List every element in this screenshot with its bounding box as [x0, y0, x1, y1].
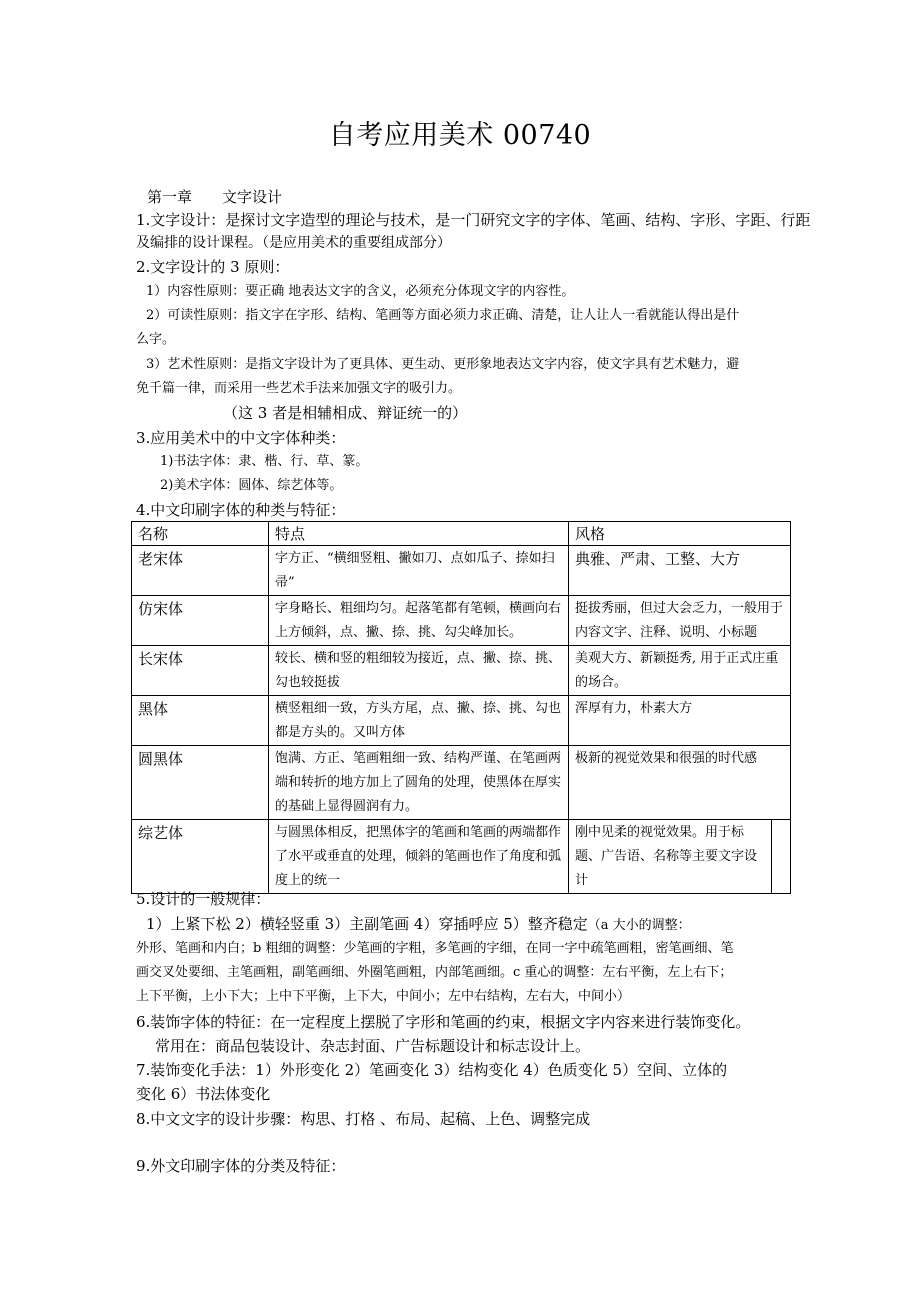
principle-3-line-2: 免千篇一律，而采用一些艺术手法来加强文字的吸引力。	[136, 381, 462, 396]
paragraph-6-line-1: 6.装饰字体的特征：在一定程度上摆脱了字形和笔画的约束，根据文字内容来进行装饰变化。	[136, 1013, 751, 1031]
table-header-row	[132, 522, 791, 546]
header-name: 名称	[132, 522, 269, 546]
cell-name: 综艺体	[132, 820, 269, 894]
cell-feature: 字身略长、粗细均匀。起落笔都有笔顿，横画向右上方倾斜，点、撇、捺、挑、勾尖峰加长。	[269, 596, 569, 646]
table-row	[132, 646, 791, 696]
cell-feature: 饱满、方正、笔画粗细一致、结构严谨、在笔画两端和转折的地方加上了圆角的处理，使黑体在厚实的基础上显得圆润有力。	[269, 746, 569, 820]
cell-feature: 较长、横和竖的粗细较为接近，点、撇、捺、挑、勾也较挺拔	[269, 646, 569, 696]
table-row	[132, 546, 791, 596]
paragraph-1-line-1: 1.文字设计：是探讨文字造型的理论与技术，是一门研究文字的字体、笔画、结构、字形、字距、行距	[136, 211, 811, 229]
principle-2-line-1: 2）可读性原则：指文字在字形、结构、笔画等方面必须力求正确、清楚，让人让人一看就能认得出是什	[146, 308, 740, 323]
paragraph-4-heading: 4.中文印刷字体的种类与特征：	[136, 501, 346, 519]
cell-style: 典雅、严肃、工整、大方	[569, 546, 791, 596]
font-type-1: 1)书法字体：隶、楷、行、草、篆。	[160, 454, 369, 469]
cell-name: 黑体	[132, 696, 269, 746]
table-row	[132, 596, 791, 646]
rules-list: 1）上紧下松 2）横轻竖重 3）主副笔画 4）穿插呼应 5）整齐稳定	[146, 915, 588, 933]
principle-2-line-2: 么字。	[136, 332, 176, 347]
rules-line-1	[146, 913, 691, 937]
chapter-heading: 第一章 文字设计	[147, 188, 283, 206]
cell-name: 长宋体	[132, 646, 269, 696]
principle-3-line-1: 3）艺术性原则：是指文字设计为了更具体、更生动、更形象地表达文字内容，使文字具有艺术魅力，避	[146, 357, 740, 372]
rules-line-3: 画交叉处要细、主笔画粗，副笔画细、外圈笔画粗，内部笔画细。c 重心的调整：左右平衡，左上右下；	[136, 965, 733, 980]
page-title: 自考应用美术 00740	[328, 120, 592, 151]
principle-1: 1）内容性原则：要正确 地表达文字的含义，必须充分体现文字的内容性。	[146, 284, 575, 299]
cell-feature: 与圆黑体相反，把黑体字的笔画和笔画的两端都作了水平或垂直的处理，倾斜的笔画也作了角度和弧度上的统一	[269, 820, 569, 894]
cell-feature: 横竖粗细一致，方头方尾，点、撇、捺、挑、勾也都是方头的。又叫方体	[269, 696, 569, 746]
paragraph-7-line-1: 7.装饰变化手法：1）外形变化 2）笔画变化 3）结构变化 4）色质变化 5）空间、立体的	[136, 1061, 728, 1079]
rules-detail-start: （a 大小的调整：	[587, 918, 691, 933]
cell-style: 美观大方、新颖挺秀, 用于正式庄重的场合。	[569, 646, 791, 696]
rules-line-4: 上下平衡，上小下大；上中下平衡，上下大，中间小；左中右结构，左右大，中间小）	[136, 989, 631, 1004]
paragraph-6-line-2: 常用在：商品包装设计、杂志封面、广告标题设计和标志设计上。	[155, 1037, 591, 1055]
table-row	[132, 820, 791, 894]
cell-name: 仿宋体	[132, 596, 269, 646]
paragraph-9-heading: 9.外文印刷字体的分类及特征：	[136, 1157, 346, 1175]
cell-style: 浑厚有力，朴素大方	[569, 696, 791, 746]
table-row	[132, 746, 791, 820]
font-type-2: 2)美术字体：圆体、综艺体等。	[160, 478, 343, 493]
paragraph-5-heading: 5.设计的一般规律：	[136, 890, 271, 908]
cell-style: 挺拔秀丽，但过大会乏力，一般用于内容文字、注释、说明、小标题	[569, 596, 791, 646]
paragraph-7-line-2: 变化 6）书法体变化	[136, 1085, 271, 1103]
paragraph-2-heading: 2.文字设计的 3 原则：	[136, 258, 290, 276]
paragraph-1-line-2: 及编排的设计课程。（是应用美术的重要组成部分）	[136, 235, 451, 251]
cell-feature: 字方正、“横细竖粗、撇如刀、点如瓜子、捺如扫帚”	[269, 546, 569, 596]
rules-line-2: 外形、笔画和内白；b 粗细的调整：少笔画的字粗，多笔画的字细，在同一字中疏笔画粗，密笔画细、笔	[136, 941, 734, 956]
header-feature: 特点	[269, 522, 569, 546]
paragraph-8: 8.中文文字的设计步骤：构思、打格 、布局、起稿、上色、调整完成	[136, 1110, 591, 1128]
cell-name: 圆黑体	[132, 746, 269, 820]
cell-style-text: 刚中见柔的视觉效果。用于标题、广告语、名称等主要文字设计	[575, 825, 758, 888]
header-style: 风格	[569, 522, 791, 546]
cell-name: 老宋体	[132, 546, 269, 596]
principles-note: （这 3 者是相辅相成、辩证统一的）	[223, 404, 468, 422]
table-row	[132, 696, 791, 746]
cell-style: 极新的视觉效果和很强的时代感	[569, 746, 791, 820]
paragraph-3-heading: 3.应用美术中的中文字体种类：	[136, 429, 346, 447]
cell-style	[569, 820, 791, 894]
inner-divider	[771, 820, 772, 893]
font-table	[131, 521, 791, 894]
